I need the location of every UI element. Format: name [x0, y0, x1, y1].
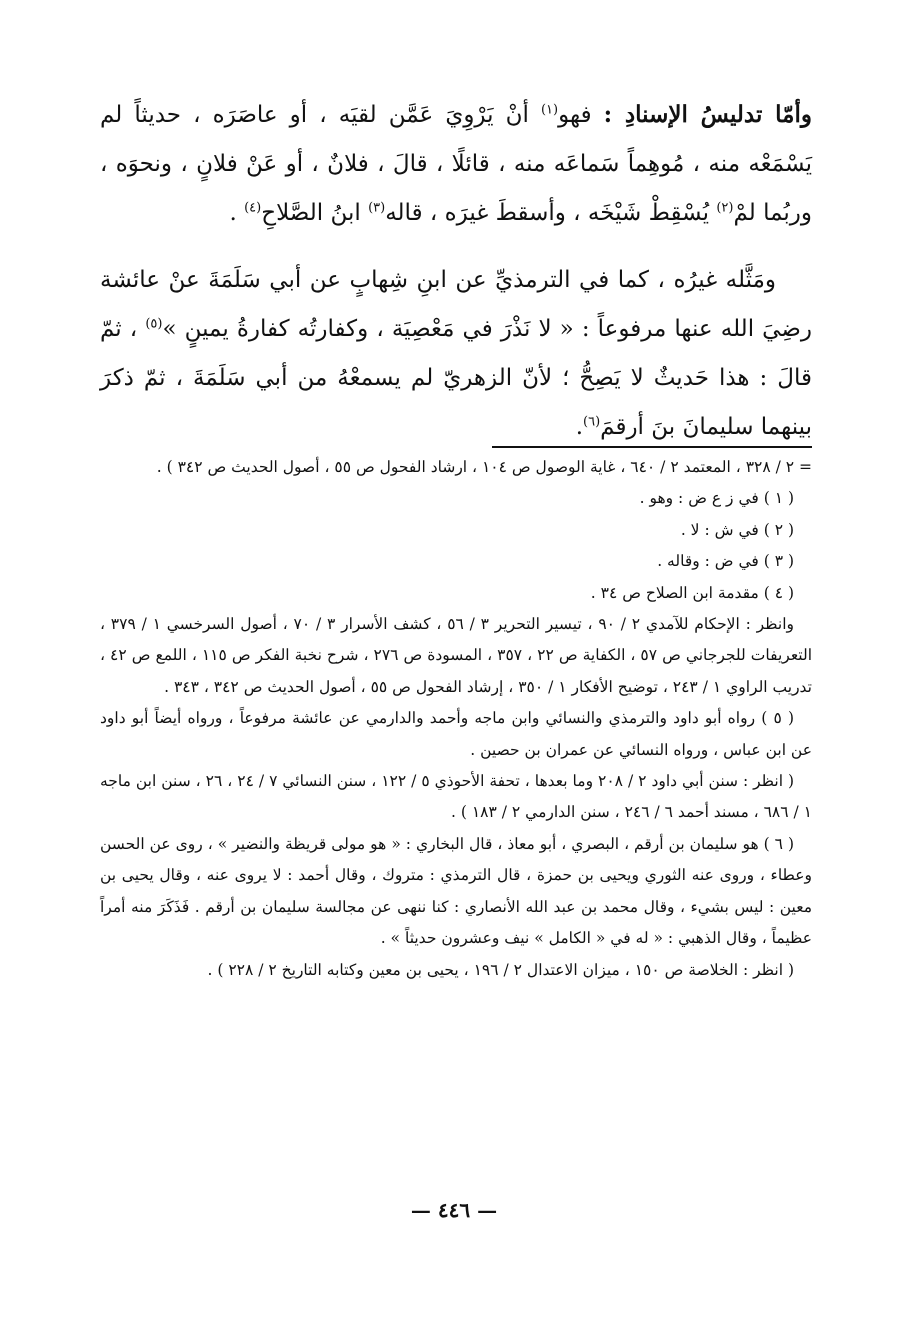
- section-heading: وأمّا تدليسُ الإسنادِ :: [603, 101, 812, 128]
- text-run: ابنُ الصَّلاحِ: [261, 200, 369, 226]
- text-run: فهو: [558, 102, 604, 128]
- footnote-6: ( ٦ ) هو سليمان بن أرقم ، البصري ، أبو معاذ ، قال البخاري : « هو مولى قريظة والنضير » ، روى عن الحسن وعطاء ، وروى عنه الثوري ويحيى بن حمزة ، قال الترمذي : متروك ، وقال أحمد : لا يروى عنه ، وقال يحيى بن معين : ليس بشيء ، وقال محمد بن عبد الله الأنصاري : كنا ننهى عن مجالسة سليمان بن أرقم . فَذَكَرَ منه أمراً عظيماً ، وقال الذهبي : « له في « الكامل » نيف وعشرون حديثاً » .: [100, 834, 812, 948]
- paragraph-1: [100, 90, 812, 238]
- text-run: .: [229, 200, 245, 226]
- footnote-separator: [492, 446, 812, 448]
- text-run: ، ثمّ قالَ : هذا حَديثٌ لا يَصِحُّ ؛ لأنّ الزهريّ لم يسمعْهُ من أبي سَلَمَةَ ، ثمّ ذكرَ بينهما سليمانَ بنَ أرقمَ: [100, 316, 812, 440]
- paragraph-2: [100, 256, 812, 452]
- footnotes: [100, 452, 812, 986]
- footnote-5-references: ( انظر : سنن أبي داود ٢ / ٢٠٨ وما بعدها ، تحفة الأحوذي ٥ / ١٢٢ ، سنن النسائي ٧ / ٢٤ ، ٢٦ ، سنن ابن ماجه ١ / ٦٨٦ ، مسند أحمد ٦ / ٢٤٦ ، سنن الدارمي ٢ / ١٨٣ ) .: [100, 772, 812, 822]
- footnote-ref-3: (٣): [368, 200, 386, 216]
- footnote-4-references: وانظر : الإحكام للآمدي ٢ / ٩٠ ، تيسير التحرير ٣ / ٥٦ ، كشف الأسرار ٣ / ٧٠ ، أصول السرخسي ١ / ٣٧٩ ، التعريفات للجرجاني ص ٥٧ ، الكفاية ص ٢٢ ، ٣٥٧ ، المسودة ص ٢٧٦ ، شرح نخبة الفكر ص ١١٥ ، اللمع ص ٤٢ ، تدريب الراوي ١ / ٢٤٣ ، توضيح الأفكار ١ / ٣٥٠ ، إرشاد الفحول ص ٥٥ ، أصول الحديث ص ٣٤٢ ، ٣٤٣ .: [100, 615, 812, 696]
- footnote-ref-1: (١): [540, 102, 559, 118]
- text-run: يُسْقِطْ شَيْخَه ، وأسقطَ غيرَه ، قاله: [385, 200, 717, 226]
- footnote-ref-5: (٥): [145, 316, 163, 332]
- footnote-ref-6: (٦): [583, 414, 601, 430]
- text-run: .: [575, 414, 583, 440]
- footnote-3: ( ٣ ) في ض : وقاله .: [657, 552, 794, 571]
- footnote-4: ( ٤ ) مقدمة ابن الصلاح ص ٣٤ .: [590, 583, 794, 602]
- footnote-5: ( ٥ ) رواه أبو داود والترمذي والنسائي وابن ماجه وأحمد والدارمي عن عائشة مرفوعاً ، ورواه أيضاً أبو داود عن ابن عباس ، ورواه النسائي عن عمران بن حصين .: [100, 709, 812, 759]
- text-run: ومَثَّله غيرُه ، كما في الترمذيِّ عن ابنِ شِهابٍ عن أبي سَلَمَةَ عنْ عائشة رضِيَ الله عنها مرفوعاً : « لا نَذْرَ في مَعْصِيَة ، وكفارتُه كفارةُ يمينٍ »: [100, 267, 812, 342]
- footnote-2: ( ٢ ) في ش : لا .: [680, 520, 794, 539]
- page-number: — ٤٤٦ —: [410, 1198, 498, 1222]
- footnote-1: ( ١ ) في ز ع ض : وهو .: [639, 489, 794, 508]
- main-text: [100, 90, 812, 452]
- footnote-ref-4: (٤): [244, 200, 262, 216]
- footnote-ref-2: (٢): [716, 200, 734, 216]
- text-run: أنْ يَرْوِيَ عَمَّن لقيَه ، أو عاصَرَه ، حديثاً لم يَسْمَعْه منه ، مُوهِماً سَماعَه منه ، قائلًا ، قالَ ، فلانٌ ، أو عَنْ فلانٍ ، ونحوَه ، وربُما لمْ: [100, 102, 812, 226]
- footnote-continuation: = ٢ / ٣٢٨ ، المعتمد ٢ / ٦٤٠ ، غاية الوصول ص ١٠٤ ، ارشاد الفحول ص ٥٥ ، أصول الحديث ص ٣٤٢ ) .: [156, 458, 812, 476]
- footnote-6-references: ( انظر : الخلاصة ص ١٥٠ ، ميزان الاعتدال ٢ / ١٩٦ ، يحيى بن معين وكتابه التاريخ ٢ / ٢٢٨ ) .: [207, 960, 794, 979]
